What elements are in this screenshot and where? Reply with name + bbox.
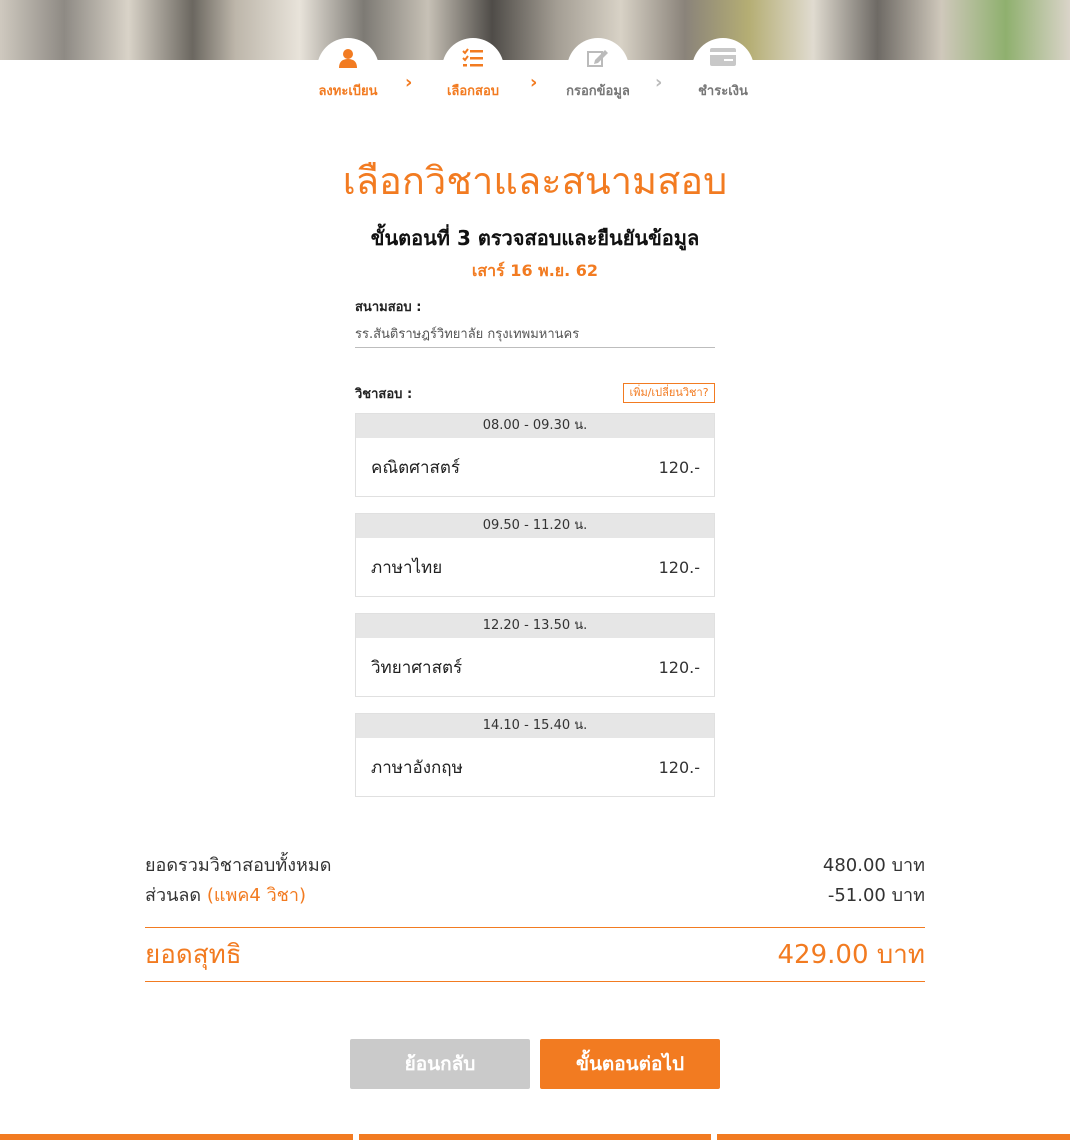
net-total-row (145, 927, 925, 982)
subject-price: 120.- (658, 457, 700, 477)
price-summary (145, 852, 925, 912)
net-label: ยอดสุทธิ (145, 940, 242, 970)
step-label: เลือกสอบ (446, 84, 500, 99)
subject-time: 08.00 - 09.30 น. (356, 414, 714, 438)
subject-price: 120.- (658, 757, 700, 777)
page-title: เลือกวิชาและสนามสอบ (342, 161, 728, 203)
subject-card (355, 713, 715, 797)
chevron-right-icon: › (655, 72, 663, 93)
step-select-exam[interactable] (413, 38, 533, 101)
edit-icon (587, 48, 609, 68)
total-label: ยอดรวมวิชาสอบทั้งหมด (145, 855, 332, 876)
change-subject-button[interactable]: เพิ่ม/เปลี่ยนวิชา? (623, 383, 715, 403)
subject-name: ภาษาไทย (371, 557, 443, 578)
subject-card (355, 613, 715, 697)
subject-name: คณิตศาสตร์ (371, 457, 461, 478)
footer-bar (0, 1134, 353, 1140)
subject-name: ภาษาอังกฤษ (371, 757, 463, 778)
step-label: ลงทะเบียน (318, 84, 378, 99)
chevron-right-icon: › (530, 72, 538, 93)
chevron-right-icon: › (405, 72, 413, 93)
step-label: กรอกข้อมูล (566, 84, 630, 99)
step-fill-info[interactable] (538, 38, 658, 101)
progress-steps (285, 38, 785, 98)
step-register[interactable] (288, 38, 408, 101)
total-value: 480.00 บาท (822, 855, 925, 876)
user-icon (338, 48, 358, 68)
step-subtitle: ขั้นตอนที่ 3 ตรวจสอบและยืนยันข้อมูล (370, 226, 700, 250)
discount-row (145, 882, 925, 912)
footer-bar (717, 1134, 1070, 1140)
subject-list (355, 413, 715, 813)
back-button[interactable]: ย้อนกลับ (350, 1039, 530, 1089)
checklist-icon (462, 48, 484, 68)
total-row (145, 852, 925, 882)
discount-label: ส่วนลด (145, 885, 202, 906)
subject-price: 120.- (658, 657, 700, 677)
subject-card (355, 413, 715, 497)
venue-label: สนามสอบ : (355, 300, 422, 315)
subjects-label: วิชาสอบ : (355, 387, 413, 402)
next-step-button[interactable]: ขั้นตอนต่อไป (540, 1039, 720, 1089)
exam-date: เสาร์ 16 พ.ย. 62 (471, 261, 599, 280)
subject-time: 12.20 - 13.50 น. (356, 614, 714, 638)
subject-name: วิทยาศาสตร์ (371, 657, 463, 678)
subject-time: 14.10 - 15.40 น. (356, 714, 714, 738)
discount-note: (แพค4 วิชา) (206, 885, 307, 906)
step-payment[interactable] (663, 38, 783, 101)
subject-price: 120.- (658, 557, 700, 577)
credit-card-icon (710, 48, 736, 66)
net-value: 429.00 บาท (777, 940, 925, 970)
venue-value: รร.สันติราษฎร์วิทยาลัย กรุงเทพมหานคร (355, 323, 715, 348)
step-label: ชำระเงิน (698, 84, 748, 99)
subject-card (355, 513, 715, 597)
subject-time: 09.50 - 11.20 น. (356, 514, 714, 538)
footer-bar (359, 1134, 711, 1140)
discount-value: -51.00 บาท (827, 885, 925, 906)
